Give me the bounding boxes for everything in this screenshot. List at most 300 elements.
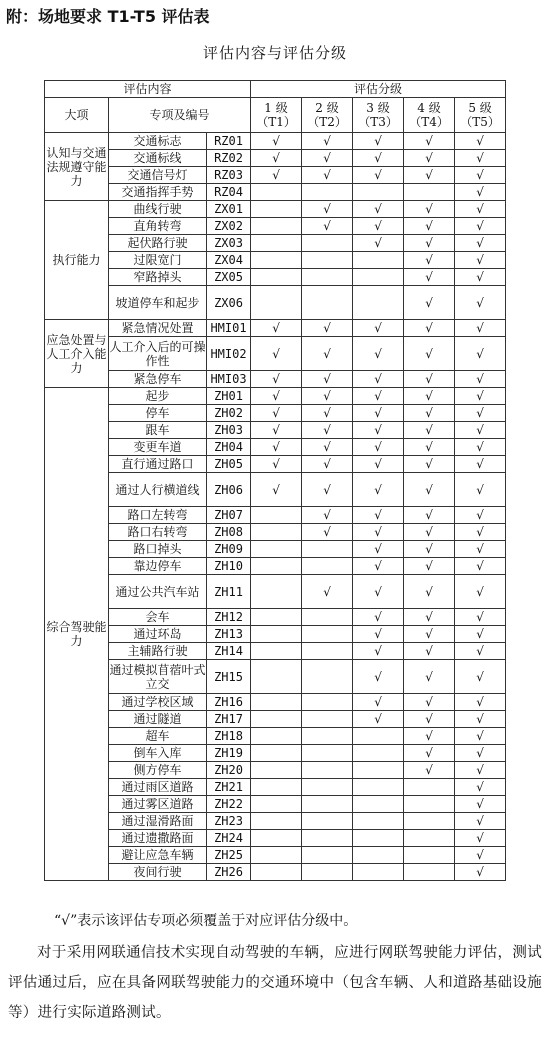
check-mark-icon: √ bbox=[476, 440, 484, 454]
level-mark-cell bbox=[455, 660, 506, 694]
item-name: 夜间行驶 bbox=[109, 864, 207, 881]
level-mark-cell bbox=[251, 337, 302, 371]
item-code: ZH23 bbox=[207, 813, 251, 830]
check-mark-icon: √ bbox=[476, 457, 484, 471]
level-header bbox=[251, 98, 302, 133]
level-mark-cell bbox=[251, 694, 302, 711]
level-mark-cell bbox=[404, 269, 455, 286]
check-mark-icon: √ bbox=[476, 831, 484, 845]
level-mark-cell bbox=[455, 286, 506, 320]
level-mark-cell bbox=[251, 711, 302, 728]
item-name: 通过模拟苜蓿叶式立交 bbox=[109, 660, 207, 694]
level-mark-cell bbox=[302, 133, 353, 150]
table-row bbox=[45, 388, 506, 405]
check-mark-icon: √ bbox=[476, 270, 484, 284]
check-mark-icon: √ bbox=[476, 763, 484, 777]
table-row bbox=[45, 864, 506, 881]
check-mark-icon: √ bbox=[323, 134, 331, 148]
item-name: 路口掉头 bbox=[109, 541, 207, 558]
level-mark-cell bbox=[404, 439, 455, 456]
check-mark-icon: √ bbox=[323, 389, 331, 403]
level-mark-cell bbox=[404, 728, 455, 745]
level-mark-cell bbox=[251, 201, 302, 218]
level-mark-cell bbox=[404, 575, 455, 609]
item-code: ZH01 bbox=[207, 388, 251, 405]
level-mark-cell bbox=[455, 167, 506, 184]
level-name: 4 级 bbox=[417, 101, 441, 115]
table-row bbox=[45, 473, 506, 507]
level-mark-cell bbox=[251, 626, 302, 643]
item-name: 直角转弯 bbox=[109, 218, 207, 235]
item-code: ZX04 bbox=[207, 252, 251, 269]
level-mark-cell bbox=[302, 779, 353, 796]
level-mark-cell bbox=[302, 864, 353, 881]
level-name: 5 级 bbox=[468, 101, 492, 115]
level-mark-cell bbox=[251, 252, 302, 269]
level-mark-cell bbox=[404, 201, 455, 218]
check-mark-icon: √ bbox=[323, 151, 331, 165]
level-mark-cell bbox=[404, 371, 455, 388]
level-mark-cell bbox=[353, 609, 404, 626]
item-code: RZ03 bbox=[207, 167, 251, 184]
level-mark-cell bbox=[353, 507, 404, 524]
level-mark-cell bbox=[302, 660, 353, 694]
level-mark-cell bbox=[302, 201, 353, 218]
check-mark-icon: √ bbox=[476, 253, 484, 267]
table-row bbox=[45, 728, 506, 745]
item-code: ZH15 bbox=[207, 660, 251, 694]
level-name: 1 级 bbox=[264, 101, 288, 115]
table-row bbox=[45, 609, 506, 626]
item-code: ZH17 bbox=[207, 711, 251, 728]
item-code: ZH16 bbox=[207, 694, 251, 711]
item-name: 交通信号灯 bbox=[109, 167, 207, 184]
level-mark-cell bbox=[455, 813, 506, 830]
item-code: RZ02 bbox=[207, 150, 251, 167]
level-mark-cell bbox=[353, 218, 404, 235]
level-mark-cell bbox=[251, 847, 302, 864]
check-mark-icon: √ bbox=[323, 219, 331, 233]
level-mark-cell bbox=[404, 541, 455, 558]
check-mark-icon: √ bbox=[476, 321, 484, 335]
check-mark-icon: √ bbox=[476, 389, 484, 403]
check-mark-icon: √ bbox=[374, 321, 382, 335]
item-code: ZH03 bbox=[207, 422, 251, 439]
item-name: 主辅路行驶 bbox=[109, 643, 207, 660]
check-mark-icon: √ bbox=[374, 559, 382, 573]
level-mark-cell bbox=[353, 201, 404, 218]
check-mark-icon: √ bbox=[374, 695, 382, 709]
table-row bbox=[45, 643, 506, 660]
level-mark-cell bbox=[302, 558, 353, 575]
item-code: ZH06 bbox=[207, 473, 251, 507]
level-mark-cell bbox=[251, 473, 302, 507]
table-row bbox=[45, 439, 506, 456]
level-mark-cell bbox=[455, 694, 506, 711]
level-mark-cell bbox=[302, 609, 353, 626]
check-mark-icon: √ bbox=[425, 482, 433, 497]
table-row bbox=[45, 541, 506, 558]
item-name: 停车 bbox=[109, 405, 207, 422]
level-mark-cell bbox=[353, 762, 404, 779]
check-mark-icon: √ bbox=[374, 236, 382, 250]
table-row bbox=[45, 422, 506, 439]
item-name: 直行通过路口 bbox=[109, 456, 207, 473]
level-mark-cell bbox=[404, 864, 455, 881]
level-mark-cell bbox=[353, 643, 404, 660]
check-mark-icon: √ bbox=[476, 695, 484, 709]
check-mark-icon: √ bbox=[476, 712, 484, 726]
item-name: 紧急停车 bbox=[109, 371, 207, 388]
level-mark-cell bbox=[404, 813, 455, 830]
level-mark-cell bbox=[455, 609, 506, 626]
check-mark-icon: √ bbox=[476, 525, 484, 539]
check-mark-icon: √ bbox=[374, 423, 382, 437]
page-heading: 附：场地要求 T1-T5 评估表 bbox=[6, 7, 210, 26]
item-name: 通过学校区域 bbox=[109, 694, 207, 711]
level-mark-cell bbox=[455, 847, 506, 864]
level-mark-cell bbox=[455, 524, 506, 541]
item-name: 人工介入后的可操作性 bbox=[109, 337, 207, 371]
level-mark-cell bbox=[404, 150, 455, 167]
item-name: 超车 bbox=[109, 728, 207, 745]
check-mark-icon: √ bbox=[476, 542, 484, 556]
check-mark-icon: √ bbox=[323, 423, 331, 437]
check-mark-icon: √ bbox=[476, 482, 484, 497]
table-row bbox=[45, 626, 506, 643]
level-mark-cell bbox=[251, 150, 302, 167]
item-name: 窄路掉头 bbox=[109, 269, 207, 286]
item-code: ZH26 bbox=[207, 864, 251, 881]
level-mark-cell bbox=[353, 439, 404, 456]
level-mark-cell bbox=[404, 507, 455, 524]
check-mark-icon: √ bbox=[425, 457, 433, 471]
check-mark-icon: √ bbox=[425, 763, 433, 777]
item-code: RZ04 bbox=[207, 184, 251, 201]
check-mark-icon: √ bbox=[374, 712, 382, 726]
level-mark-cell bbox=[404, 694, 455, 711]
check-mark-icon: √ bbox=[323, 321, 331, 335]
level-mark-cell bbox=[251, 541, 302, 558]
check-mark-icon: √ bbox=[374, 134, 382, 148]
level-mark-cell bbox=[455, 643, 506, 660]
level-mark-cell bbox=[404, 337, 455, 371]
level-mark-cell bbox=[302, 762, 353, 779]
category-cell: 执行能力 bbox=[45, 201, 109, 320]
level-mark-cell bbox=[455, 626, 506, 643]
check-mark-icon: √ bbox=[476, 729, 484, 743]
level-mark-cell bbox=[353, 269, 404, 286]
item-name: 路口右转弯 bbox=[109, 524, 207, 541]
level-mark-cell bbox=[404, 218, 455, 235]
level-mark-cell bbox=[302, 456, 353, 473]
check-mark-icon: √ bbox=[323, 202, 331, 216]
level-mark-cell bbox=[353, 796, 404, 813]
level-mark-cell bbox=[353, 320, 404, 337]
level-mark-cell bbox=[251, 218, 302, 235]
item-code: ZH08 bbox=[207, 524, 251, 541]
check-mark-icon: √ bbox=[476, 797, 484, 811]
item-code: ZX02 bbox=[207, 218, 251, 235]
item-name: 路口左转弯 bbox=[109, 507, 207, 524]
level-mark-cell bbox=[302, 626, 353, 643]
check-mark-icon: √ bbox=[374, 610, 382, 624]
level-mark-cell bbox=[404, 422, 455, 439]
level-mark-cell bbox=[404, 796, 455, 813]
level-mark-cell bbox=[404, 609, 455, 626]
level-mark-cell bbox=[302, 388, 353, 405]
item-name: 通过人行横道线 bbox=[109, 473, 207, 507]
level-mark-cell bbox=[455, 745, 506, 762]
level-mark-cell bbox=[353, 813, 404, 830]
check-mark-icon: √ bbox=[425, 508, 433, 522]
check-mark-icon: √ bbox=[425, 610, 433, 624]
check-mark-icon: √ bbox=[272, 151, 280, 165]
level-mark-cell bbox=[302, 252, 353, 269]
level-code: （T3） bbox=[358, 115, 398, 129]
level-mark-cell bbox=[353, 847, 404, 864]
level-header bbox=[302, 98, 353, 133]
table-row bbox=[45, 575, 506, 609]
level-mark-cell bbox=[251, 405, 302, 422]
legend-note: “√”表示该评估专项必须覆盖于对应评估分级中。 bbox=[54, 913, 358, 929]
level-mark-cell bbox=[353, 456, 404, 473]
check-mark-icon: √ bbox=[374, 525, 382, 539]
item-code: HMI01 bbox=[207, 320, 251, 337]
item-code: ZH04 bbox=[207, 439, 251, 456]
level-mark-cell bbox=[251, 456, 302, 473]
table-row bbox=[45, 762, 506, 779]
level-mark-cell bbox=[302, 643, 353, 660]
level-mark-cell bbox=[353, 558, 404, 575]
check-mark-icon: √ bbox=[476, 610, 484, 624]
level-mark-cell bbox=[353, 745, 404, 762]
item-code: ZX01 bbox=[207, 201, 251, 218]
check-mark-icon: √ bbox=[476, 559, 484, 573]
check-mark-icon: √ bbox=[476, 746, 484, 760]
level-mark-cell bbox=[455, 830, 506, 847]
check-mark-icon: √ bbox=[323, 440, 331, 454]
check-mark-icon: √ bbox=[374, 644, 382, 658]
item-code: ZH10 bbox=[207, 558, 251, 575]
level-mark-cell bbox=[353, 235, 404, 252]
level-mark-cell bbox=[302, 337, 353, 371]
level-mark-cell bbox=[353, 524, 404, 541]
check-mark-icon: √ bbox=[425, 202, 433, 216]
check-mark-icon: √ bbox=[374, 482, 382, 497]
item-name: 曲线行驶 bbox=[109, 201, 207, 218]
item-name: 交通标志 bbox=[109, 133, 207, 150]
item-code: HMI02 bbox=[207, 337, 251, 371]
item-name: 通过隧道 bbox=[109, 711, 207, 728]
check-mark-icon: √ bbox=[476, 151, 484, 165]
header-item: 专项及编号 bbox=[109, 98, 251, 133]
check-mark-icon: √ bbox=[425, 134, 433, 148]
check-mark-icon: √ bbox=[272, 321, 280, 335]
table-row bbox=[45, 779, 506, 796]
level-mark-cell bbox=[455, 371, 506, 388]
check-mark-icon: √ bbox=[323, 508, 331, 522]
check-mark-icon: √ bbox=[476, 848, 484, 862]
level-mark-cell bbox=[353, 150, 404, 167]
item-name: 紧急情况处置 bbox=[109, 320, 207, 337]
item-name: 跟车 bbox=[109, 422, 207, 439]
item-code: ZH19 bbox=[207, 745, 251, 762]
level-header bbox=[353, 98, 404, 133]
level-mark-cell bbox=[251, 660, 302, 694]
level-mark-cell bbox=[353, 252, 404, 269]
check-mark-icon: √ bbox=[425, 423, 433, 437]
item-code: ZX06 bbox=[207, 286, 251, 320]
check-mark-icon: √ bbox=[323, 168, 331, 182]
level-mark-cell bbox=[404, 286, 455, 320]
table-row bbox=[45, 524, 506, 541]
level-mark-cell bbox=[404, 847, 455, 864]
level-mark-cell bbox=[251, 779, 302, 796]
item-name: 起步 bbox=[109, 388, 207, 405]
level-mark-cell bbox=[455, 337, 506, 371]
level-header bbox=[404, 98, 455, 133]
item-code: RZ01 bbox=[207, 133, 251, 150]
check-mark-icon: √ bbox=[374, 151, 382, 165]
level-mark-cell bbox=[302, 813, 353, 830]
check-mark-icon: √ bbox=[425, 346, 433, 361]
level-mark-cell bbox=[251, 184, 302, 201]
check-mark-icon: √ bbox=[374, 584, 382, 599]
level-mark-cell bbox=[302, 286, 353, 320]
level-mark-cell bbox=[404, 133, 455, 150]
level-mark-cell bbox=[455, 575, 506, 609]
level-mark-cell bbox=[251, 388, 302, 405]
header-grading: 评估分级 bbox=[251, 81, 506, 98]
level-mark-cell bbox=[302, 728, 353, 745]
check-mark-icon: √ bbox=[425, 644, 433, 658]
check-mark-icon: √ bbox=[425, 372, 433, 386]
level-mark-cell bbox=[455, 388, 506, 405]
table-row bbox=[45, 558, 506, 575]
level-name: 2 级 bbox=[315, 101, 339, 115]
level-mark-cell bbox=[455, 473, 506, 507]
level-mark-cell bbox=[302, 847, 353, 864]
level-mark-cell bbox=[455, 864, 506, 881]
level-mark-cell bbox=[302, 796, 353, 813]
level-mark-cell bbox=[353, 422, 404, 439]
level-mark-cell bbox=[455, 235, 506, 252]
category-cell: 应急处置与人工介入能力 bbox=[45, 320, 109, 388]
check-mark-icon: √ bbox=[374, 542, 382, 556]
level-mark-cell bbox=[455, 133, 506, 150]
check-mark-icon: √ bbox=[374, 627, 382, 641]
check-mark-icon: √ bbox=[476, 584, 484, 599]
level-mark-cell bbox=[455, 456, 506, 473]
check-mark-icon: √ bbox=[476, 202, 484, 216]
table-row bbox=[45, 847, 506, 864]
level-mark-cell bbox=[455, 728, 506, 745]
level-mark-cell bbox=[353, 711, 404, 728]
level-mark-cell bbox=[404, 184, 455, 201]
level-mark-cell bbox=[302, 507, 353, 524]
level-mark-cell bbox=[251, 813, 302, 830]
level-mark-cell bbox=[302, 167, 353, 184]
table-row bbox=[45, 320, 506, 337]
table-row bbox=[45, 184, 506, 201]
check-mark-icon: √ bbox=[323, 346, 331, 361]
evaluation-table bbox=[44, 80, 506, 881]
level-mark-cell bbox=[404, 558, 455, 575]
level-mark-cell bbox=[455, 422, 506, 439]
level-mark-cell bbox=[251, 575, 302, 609]
check-mark-icon: √ bbox=[425, 236, 433, 250]
check-mark-icon: √ bbox=[374, 168, 382, 182]
level-mark-cell bbox=[302, 150, 353, 167]
level-mark-cell bbox=[404, 643, 455, 660]
item-code: ZH14 bbox=[207, 643, 251, 660]
check-mark-icon: √ bbox=[425, 525, 433, 539]
check-mark-icon: √ bbox=[425, 168, 433, 182]
check-mark-icon: √ bbox=[374, 406, 382, 420]
item-name: 倒车入库 bbox=[109, 745, 207, 762]
level-mark-cell bbox=[353, 660, 404, 694]
check-mark-icon: √ bbox=[323, 482, 331, 497]
check-mark-icon: √ bbox=[476, 236, 484, 250]
check-mark-icon: √ bbox=[272, 457, 280, 471]
level-mark-cell bbox=[404, 167, 455, 184]
level-mark-cell bbox=[455, 796, 506, 813]
level-mark-cell bbox=[353, 728, 404, 745]
check-mark-icon: √ bbox=[272, 406, 280, 420]
table-row bbox=[45, 507, 506, 524]
level-mark-cell bbox=[251, 864, 302, 881]
check-mark-icon: √ bbox=[425, 295, 433, 310]
table-title: 评估内容与评估分级 bbox=[202, 44, 347, 62]
table-row bbox=[45, 660, 506, 694]
level-mark-cell bbox=[404, 626, 455, 643]
table-row bbox=[45, 235, 506, 252]
level-mark-cell bbox=[251, 286, 302, 320]
check-mark-icon: √ bbox=[425, 712, 433, 726]
level-mark-cell bbox=[353, 830, 404, 847]
level-mark-cell bbox=[251, 507, 302, 524]
level-mark-cell bbox=[455, 150, 506, 167]
item-name: 侧方停车 bbox=[109, 762, 207, 779]
check-mark-icon: √ bbox=[476, 295, 484, 310]
item-name: 起伏路行驶 bbox=[109, 235, 207, 252]
table-row bbox=[45, 456, 506, 473]
item-name: 过限宽门 bbox=[109, 252, 207, 269]
check-mark-icon: √ bbox=[425, 584, 433, 599]
check-mark-icon: √ bbox=[323, 457, 331, 471]
table-row bbox=[45, 796, 506, 813]
check-mark-icon: √ bbox=[425, 219, 433, 233]
check-mark-icon: √ bbox=[425, 406, 433, 420]
level-mark-cell bbox=[302, 269, 353, 286]
check-mark-icon: √ bbox=[476, 508, 484, 522]
level-mark-cell bbox=[302, 524, 353, 541]
level-mark-cell bbox=[404, 711, 455, 728]
level-mark-cell bbox=[404, 660, 455, 694]
level-mark-cell bbox=[251, 643, 302, 660]
item-code: ZH13 bbox=[207, 626, 251, 643]
check-mark-icon: √ bbox=[374, 219, 382, 233]
check-mark-icon: √ bbox=[425, 627, 433, 641]
check-mark-icon: √ bbox=[272, 482, 280, 497]
table-row bbox=[45, 269, 506, 286]
level-mark-cell bbox=[404, 235, 455, 252]
table-row bbox=[45, 150, 506, 167]
level-mark-cell bbox=[404, 762, 455, 779]
check-mark-icon: √ bbox=[425, 729, 433, 743]
check-mark-icon: √ bbox=[272, 423, 280, 437]
